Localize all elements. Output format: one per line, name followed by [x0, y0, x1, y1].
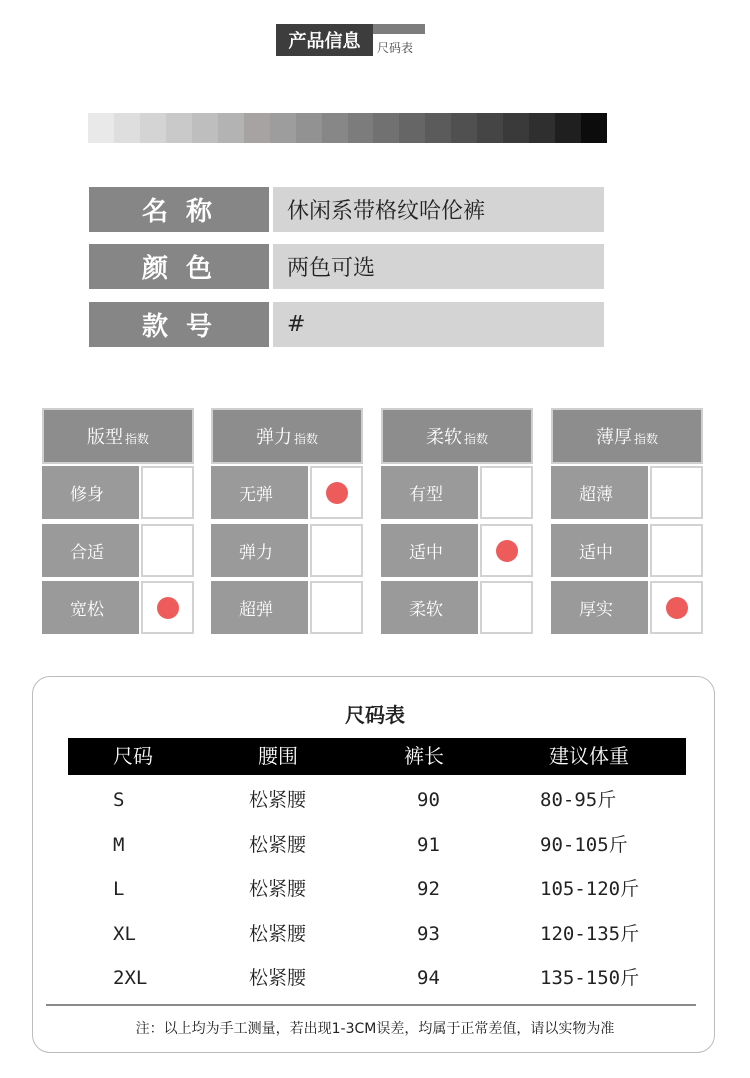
- index-option-indicator: [650, 524, 703, 577]
- index-option-indicator: [480, 524, 533, 577]
- index-title-text: 弹力: [255, 427, 292, 448]
- index-option-label: 适中: [551, 524, 648, 577]
- index-title-text: 柔软: [425, 427, 462, 448]
- index-option-indicator: [310, 581, 363, 634]
- gradient-swatch: [114, 113, 140, 143]
- index-option-label: 弹力: [211, 524, 308, 577]
- gradient-swatch: [555, 113, 581, 143]
- index-option-indicator: [480, 581, 533, 634]
- selected-dot-icon: [157, 597, 179, 619]
- size-table-title: 尺码表: [345, 703, 405, 727]
- index-option-label: 厚实: [551, 581, 648, 634]
- index-option-indicator: [650, 581, 703, 634]
- info-value-color: 两色可选: [273, 244, 604, 289]
- index-option-label: 超薄: [551, 466, 648, 519]
- size-cell: L: [113, 878, 125, 900]
- waist-cell: 松紧腰: [249, 789, 307, 811]
- size-table-frame: [32, 676, 715, 1053]
- weight-cell: 105-120斤: [540, 878, 640, 900]
- index-option-label: 修身: [42, 466, 139, 519]
- gradient-swatch: [529, 113, 555, 143]
- index-title-text: 版型: [86, 427, 123, 448]
- size-table-header-length: 裤长: [404, 744, 444, 768]
- gradient-swatch: [477, 113, 503, 143]
- index-option-label: 柔软: [381, 581, 478, 634]
- index-panel-title: [551, 408, 703, 464]
- gradient-swatch: [451, 113, 477, 143]
- index-option-indicator: [310, 466, 363, 519]
- length-cell: 94: [417, 967, 440, 989]
- gradient-swatch: [581, 113, 607, 143]
- index-option-indicator: [141, 581, 194, 634]
- index-option-indicator: [480, 466, 533, 519]
- gradient-swatch: [88, 113, 114, 143]
- size-cell: S: [113, 789, 125, 811]
- index-title-suffix: 指数: [293, 431, 318, 446]
- index-title-suffix: 指数: [463, 431, 488, 446]
- selected-dot-icon: [496, 540, 518, 562]
- info-value-style-number: #: [273, 302, 604, 347]
- weight-cell: 80-95斤: [540, 789, 617, 811]
- size-table-header-waist: 腰围: [258, 744, 298, 768]
- gradient-swatch: [140, 113, 166, 143]
- header-subtitle: 尺码表: [377, 41, 414, 55]
- length-cell: 91: [417, 834, 440, 856]
- info-label-name: 名称: [89, 187, 269, 232]
- waist-cell: 松紧腰: [249, 967, 307, 989]
- index-option-indicator: [141, 466, 194, 519]
- index-option-indicator: [310, 524, 363, 577]
- grayscale-gradient-strip: [88, 113, 607, 143]
- index-panel-title: [211, 408, 363, 464]
- gradient-swatch: [348, 113, 374, 143]
- info-value-name: 休闲系带格纹哈伦裤: [273, 187, 604, 232]
- gradient-swatch: [166, 113, 192, 143]
- selected-dot-icon: [666, 597, 688, 619]
- gradient-swatch: [270, 113, 296, 143]
- selected-dot-icon: [326, 482, 348, 504]
- index-option-label: 合适: [42, 524, 139, 577]
- length-cell: 90: [417, 789, 440, 811]
- gradient-swatch: [192, 113, 218, 143]
- weight-cell: 90-105斤: [540, 834, 628, 856]
- gradient-swatch: [218, 113, 244, 143]
- info-label-color: 颜色: [89, 244, 269, 289]
- index-title-text: 薄厚: [595, 427, 632, 448]
- index-option-label: 超弹: [211, 581, 308, 634]
- index-panel-title: [42, 408, 194, 464]
- index-option-label: 无弹: [211, 466, 308, 519]
- waist-cell: 松紧腰: [249, 834, 307, 856]
- waist-cell: 松紧腰: [249, 878, 307, 900]
- size-cell: 2XL: [113, 967, 148, 989]
- index-option-indicator: [141, 524, 194, 577]
- gradient-swatch: [425, 113, 451, 143]
- index-option-label: 有型: [381, 466, 478, 519]
- size-table-divider: [46, 1004, 696, 1006]
- index-option-label: 宽松: [42, 581, 139, 634]
- length-cell: 92: [417, 878, 440, 900]
- index-title-suffix: 指数: [124, 431, 149, 446]
- length-cell: 93: [417, 923, 440, 945]
- header-accent-bar: [373, 24, 425, 34]
- size-cell: XL: [113, 923, 136, 945]
- header-title: 产品信息: [276, 24, 373, 56]
- index-option-label: 适中: [381, 524, 478, 577]
- size-cell: M: [113, 834, 125, 856]
- info-label-style-number: 款号: [89, 302, 269, 347]
- size-table-note: 注：以上均为手工测量，若出现1-3CM误差，均属于正常差值，请以实物为准: [135, 1021, 615, 1037]
- index-option-indicator: [650, 466, 703, 519]
- gradient-swatch: [503, 113, 529, 143]
- weight-cell: 120-135斤: [540, 923, 640, 945]
- gradient-swatch: [244, 113, 270, 143]
- gradient-swatch: [373, 113, 399, 143]
- index-panel-title: [381, 408, 533, 464]
- gradient-swatch: [322, 113, 348, 143]
- gradient-swatch: [296, 113, 322, 143]
- size-table-header-weight: 建议体重: [549, 744, 629, 768]
- size-table-header-size: 尺码: [113, 744, 153, 768]
- weight-cell: 135-150斤: [540, 967, 640, 989]
- waist-cell: 松紧腰: [249, 923, 307, 945]
- index-title-suffix: 指数: [633, 431, 658, 446]
- gradient-swatch: [399, 113, 425, 143]
